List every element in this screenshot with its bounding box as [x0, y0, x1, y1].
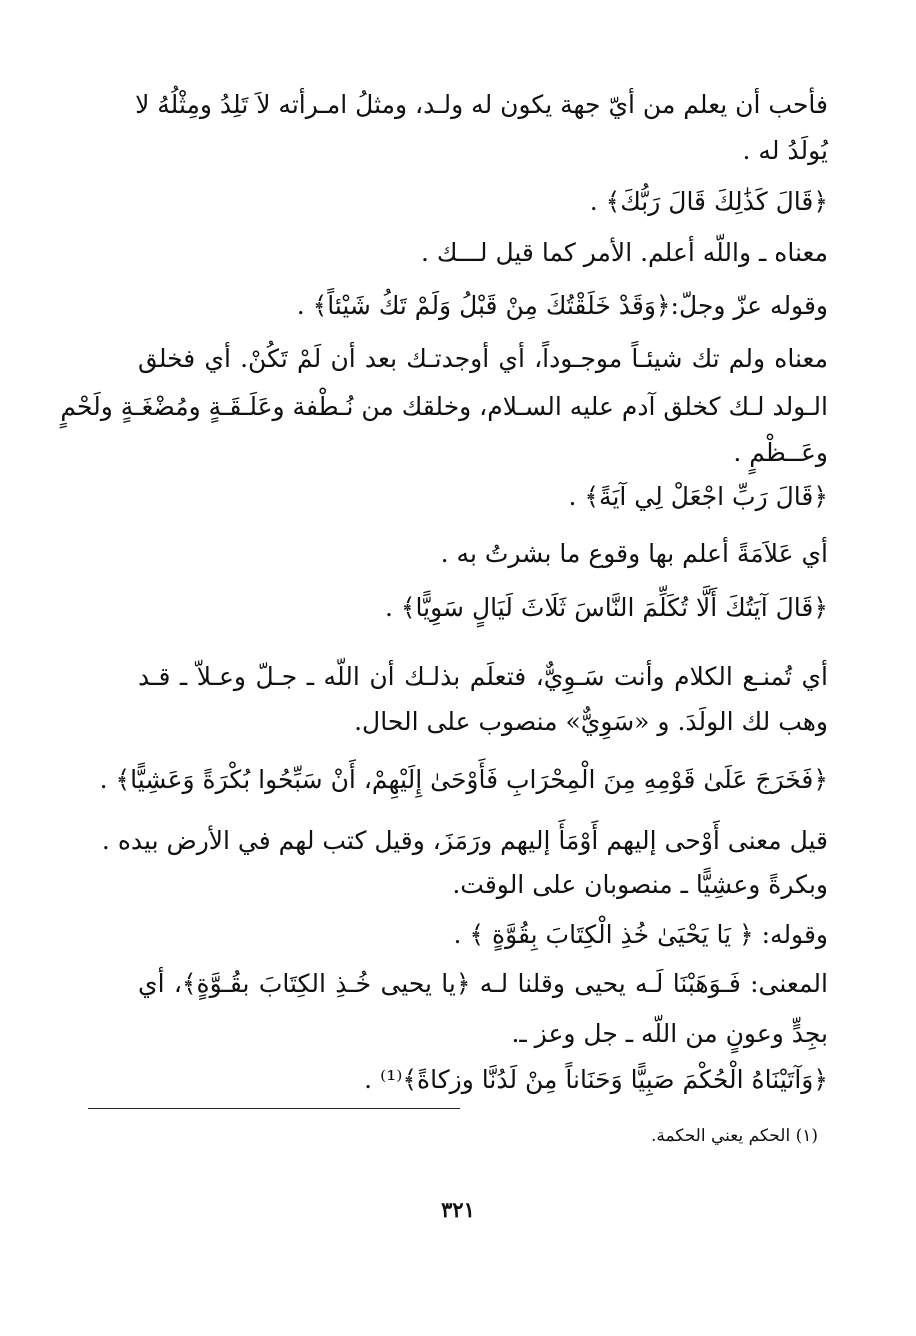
footnote: (١) الحكم يعني الحكمة. — [650, 1126, 818, 1146]
page-number: ٣٢١ — [441, 1197, 475, 1222]
text-line-12: أي تُمنـع الكلام وأنت سَـوِيٌّ، فتعلَم بذلـك أن اللّه ـ جـلّ وعـلاّ ـ قـد — [138, 662, 828, 691]
text-line-8: وعَــظْمٍ . — [733, 438, 828, 467]
text-line-19: بجِدٍّ وعونٍ من اللّه ـ جل وعز ـ. — [511, 1019, 828, 1048]
text-line-5: وقوله عزّ وجلّ:﴿وَقَدْ خَلَقْتُكَ مِنْ قَبْلُ وَلَمْ تَكُ شَيْئاً﴾ . — [296, 291, 828, 320]
text-line-15: قيل معنى أَوْحى إليهم أَوْمَأَ إليهم ورَمَزَ، وقيل كتب لهم في الأرض بيده . — [101, 826, 828, 855]
text-line-17: وقوله: ﴿ يَا يَحْيَىٰ خُذِ الْكِتَابَ بِقُوَّةٍ ﴾ . — [453, 920, 828, 949]
text-line-6: معناه ولم تك شيئـاً موجـوداً، أي أوجدتـك بعد أن لَمْ تَكُنْ. أي فخلق — [138, 344, 828, 373]
text-line-16: وبكرةً وعشِيًّا ـ منصوبان على الوقت. — [452, 870, 828, 899]
quran-verse-line: ﴿قَالَ رَبِّ اجْعَلْ لِي آيَةً﴾ . — [568, 482, 828, 511]
text-line-10: أي عَلاَمَةً أعلم بها وقوع ما بشرتُ به . — [440, 539, 828, 568]
quran-verse-line: ﴿قَالَ كَذَٰلِكَ قَالَ رَبُّكَ﴾ . — [589, 187, 828, 216]
footnote-divider — [88, 1108, 460, 1109]
text-line-4: معناه ـ واللّه أعلم. الأمر كما قيل لـــك . — [420, 238, 828, 267]
text-line-2: يُولَدُ له . — [742, 136, 828, 165]
quran-verse-line: ﴿فَخَرَجَ عَلَىٰ قَوْمِهِ مِنَ الْمِحْرَابِ فَأَوْحَىٰ إِلَيْهِمْ، أَنْ سَبِّحُوا بُكْرَةً وَعَشِيًّا﴾ . — [99, 765, 828, 794]
text-line-13: وهب لك الولَدَ. و «سَوِيٌّ» منصوب على الحال. — [354, 707, 828, 736]
quran-verse-line: ﴿وَآتَيْنَاهُ الْحُكْمَ صَبِيًّا وَحَنَاناً مِنْ لَدُنَّا وزكاةً﴾⁽¹⁾ . — [364, 1065, 828, 1094]
text-line-18: المعنى: فَـوَهَبْنَا لَـه يحيى وقلنا لـه ﴿يا يحيى خُـذِ الكِتَابَ بقُـوَّةٍ﴾، أي — [138, 969, 828, 998]
text-line-7: الـولد لـك كخلق آدم عليه السـلام، وخلقك من نُـطْفة وعَلَـقَـةٍ ومُضْغَـةٍ ولَحْمٍ — [60, 392, 828, 421]
quran-verse-line: ﴿قَالَ آيَتُكَ أَلَّا تُكَلِّمَ النَّاسَ ثَلَاثَ لَيَالٍ سَوِيًّا﴾ . — [385, 593, 828, 622]
text-line-1: فأحب أن يعلم من أيّ جهة يكون له ولـد، ومثلُ امـرأته لاَ تَلِدُ ومِثْلُهُ لا — [135, 90, 828, 119]
